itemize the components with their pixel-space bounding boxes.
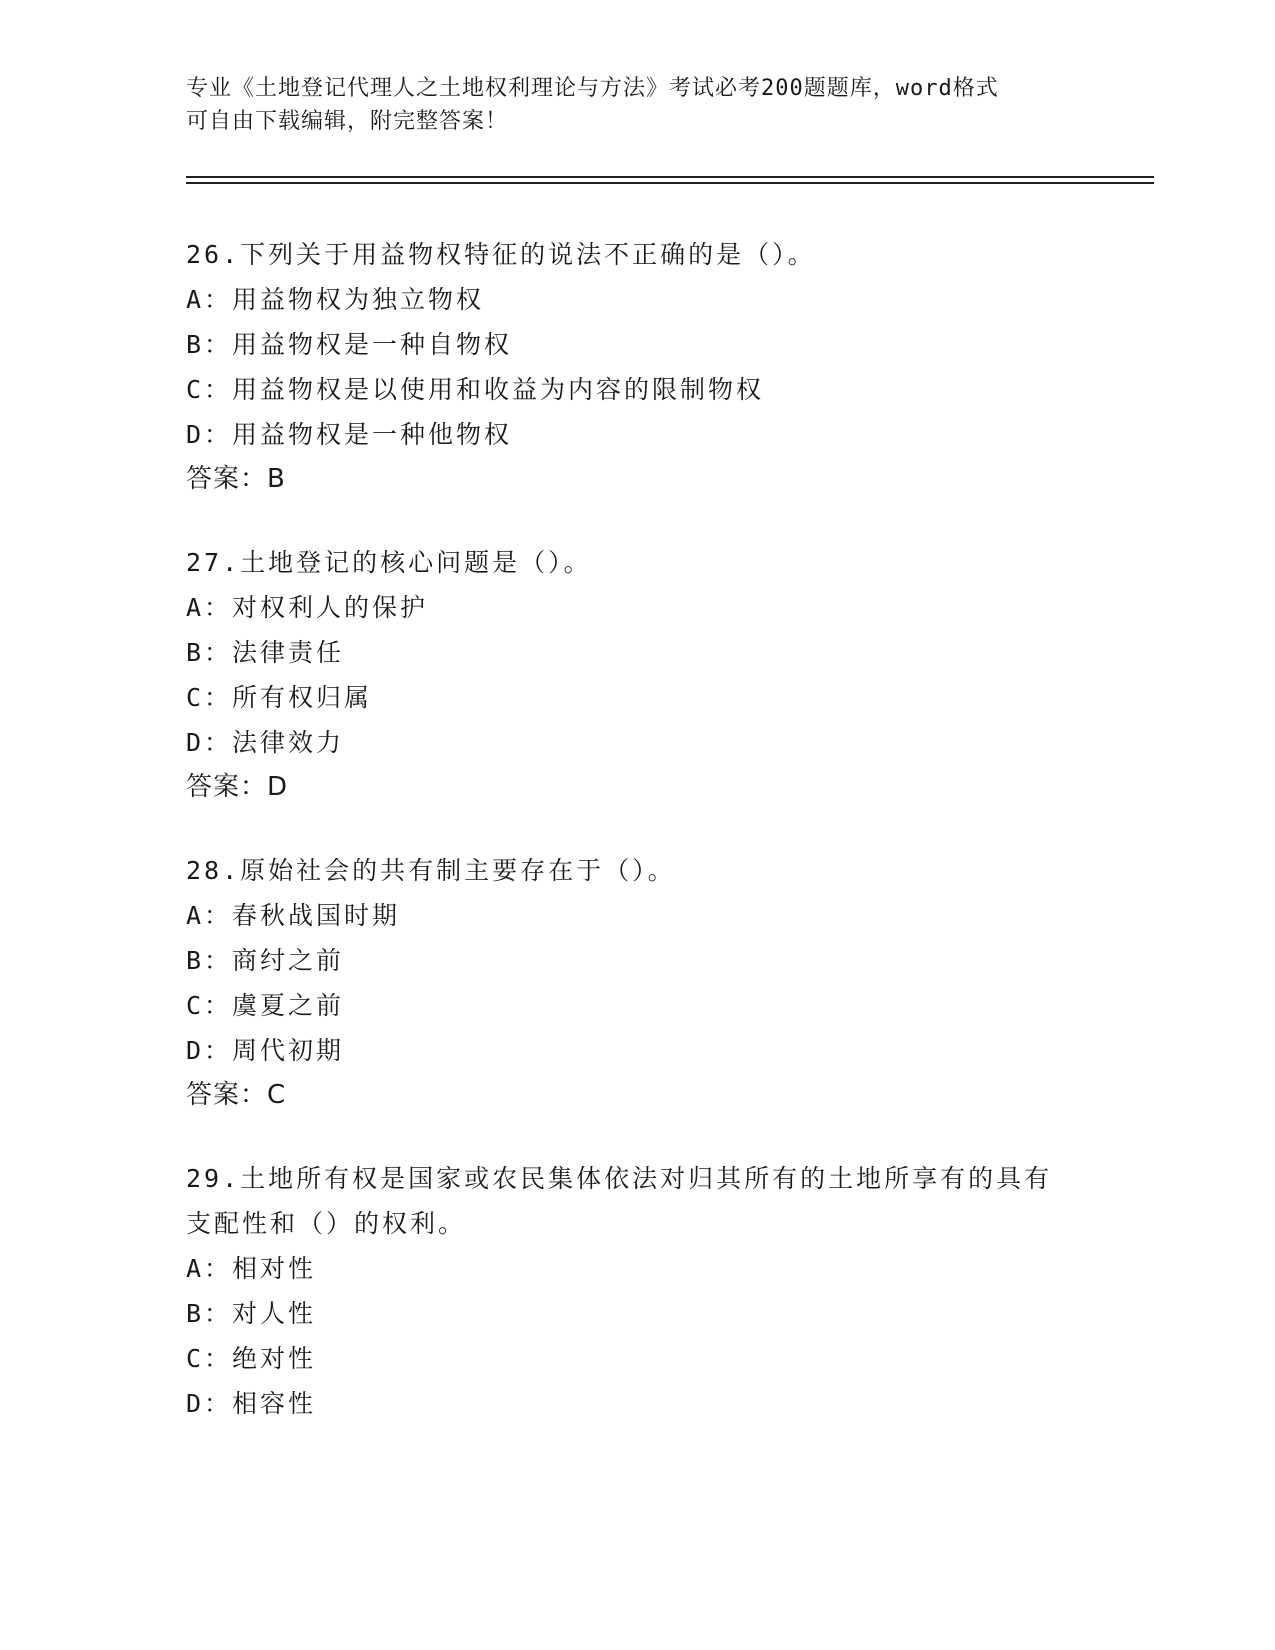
document-header [186,72,1066,138]
question-stem-line: 支配性和（）的权利。 [186,1209,467,1238]
option-a: A：相对性 [186,1254,317,1283]
option-d: D：周代初期 [186,1036,345,1065]
option-c: C：虞夏之前 [186,991,345,1020]
answer-key: 答案：D [186,772,289,802]
header-divider-bottom [186,182,1154,184]
option-c: C：绝对性 [186,1344,317,1373]
answer-key: 答案：B [186,464,286,494]
option-b: B：对人性 [186,1299,317,1328]
option-a: A：春秋战国时期 [186,901,401,930]
answer-key: 答案：C [186,1080,287,1110]
header-title-line-1: 专业《土地登记代理人之土地权利理论与方法》考试必考200题题库，word格式 [186,76,999,101]
question-stem-line: 28.原始社会的共有制主要存在于（）。 [186,856,676,885]
question-28 [186,848,1086,1118]
question-stem [186,848,1086,893]
option-d: D：法律效力 [186,728,345,757]
option-a: A：对权利人的保护 [186,593,429,622]
option-c: C：用益物权是以使用和收益为内容的限制物权 [186,375,765,404]
option-b: B：法律责任 [186,638,345,667]
option-a: A：用益物权为独立物权 [186,285,485,314]
question-stem-line: 27.土地登记的核心问题是（）。 [186,548,592,577]
question-stem [186,540,1086,585]
question-stem [186,232,1086,277]
question-stem-line: 29.土地所有权是国家或农民集体依法对归其所有的土地所享有的具有 [186,1164,1053,1193]
option-b: B：商纣之前 [186,946,345,975]
question-stem [186,1156,1086,1246]
question-27 [186,540,1086,810]
option-d: D：用益物权是一种他物权 [186,420,513,449]
question-26 [186,232,1086,502]
question-stem-line: 26.下列关于用益物权特征的说法不正确的是（）。 [186,240,816,269]
header-title-line-2: 可自由下载编辑，附完整答案！ [186,109,509,134]
option-b: B：用益物权是一种自物权 [186,330,513,359]
option-c: C：所有权归属 [186,683,373,712]
option-d: D：相容性 [186,1389,317,1418]
header-divider-top [186,176,1154,178]
question-29 [186,1156,1086,1426]
question-list [186,232,1086,1464]
